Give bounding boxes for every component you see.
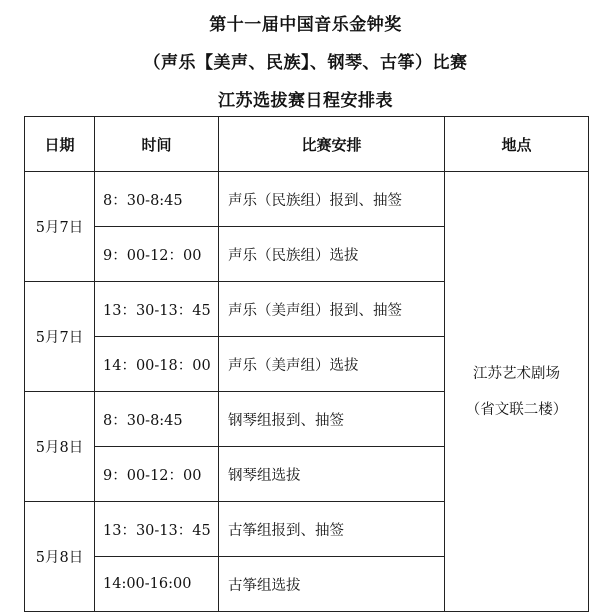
header-row [25, 117, 589, 172]
date-cell: 5月8日 [25, 392, 95, 502]
title-line-3: 江苏选拔赛日程安排表 [218, 91, 393, 111]
schedule-table [24, 116, 589, 612]
date-cell: 5月7日 [25, 282, 95, 392]
location-cell [445, 172, 589, 612]
schedule-cell: 声乐（美声组）选拔 [219, 337, 445, 392]
location-name: 江苏艺术剧场 [473, 365, 560, 382]
table-row [25, 172, 589, 227]
schedule-cell: 古筝组选拔 [219, 557, 445, 612]
time-cell: 13：30-13：45 [95, 282, 219, 337]
time-cell: 8：30-8:45 [95, 392, 219, 447]
schedule-cell: 声乐（民族组）选拔 [219, 227, 445, 282]
schedule-cell: 钢琴组选拔 [219, 447, 445, 502]
header-date: 日期 [25, 117, 95, 172]
title-line-1: 第十一届中国音乐金钟奖 [209, 15, 402, 35]
schedule-cell: 声乐（美声组）报到、抽签 [219, 282, 445, 337]
title-line-2: （声乐【美声、民族】、钢琴、古筝）比赛 [143, 53, 468, 73]
header-schedule: 比赛安排 [219, 117, 445, 172]
time-cell: 9：00-12：00 [95, 447, 219, 502]
schedule-cell: 钢琴组报到、抽签 [219, 392, 445, 447]
schedule-cell: 声乐（民族组）报到、抽签 [219, 172, 445, 227]
time-cell: 9：00-12：00 [95, 227, 219, 282]
location-detail: （省文联二楼） [465, 401, 568, 418]
time-cell: 13：30-13：45 [95, 502, 219, 557]
date-cell: 5月8日 [25, 502, 95, 612]
header-time: 时间 [95, 117, 219, 172]
time-cell: 14:00-16:00 [95, 557, 219, 612]
time-cell: 8：30-8:45 [95, 172, 219, 227]
header-location: 地点 [445, 117, 589, 172]
schedule-cell: 古筝组报到、抽签 [219, 502, 445, 557]
date-cell: 5月7日 [25, 172, 95, 282]
time-cell: 14：00-18：00 [95, 337, 219, 392]
